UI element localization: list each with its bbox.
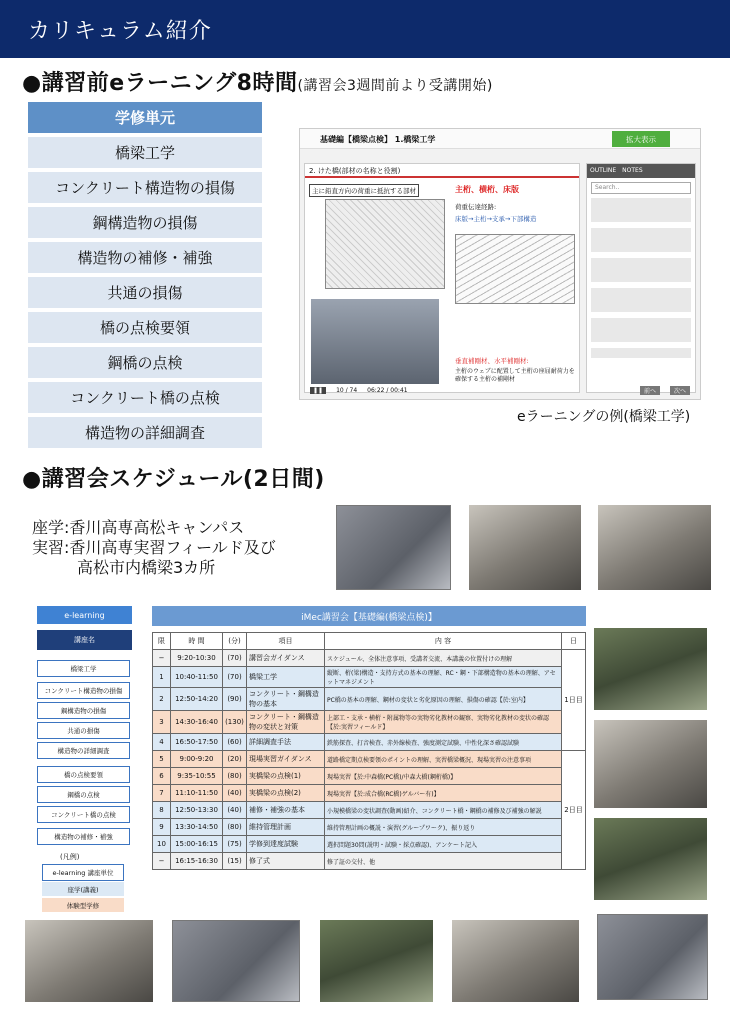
elearning-header: e-learning <box>37 606 132 624</box>
schedule-cell-item: 現場実習ガイダンス <box>247 751 325 768</box>
schedule-row <box>153 785 586 802</box>
ss-bridge-diagram <box>325 199 445 289</box>
ss-caption3: 荷重伝達経路: <box>455 203 497 211</box>
ss-outline-panel <box>586 163 696 393</box>
schedule-cell-content: スケジュール、全体注意事項、受講者交流、本講義の位置付けの理解 <box>325 650 562 667</box>
bottom-photo-3 <box>320 920 433 1002</box>
section1-heading <box>22 66 493 97</box>
lecture-photo-1 <box>336 505 451 590</box>
schedule-cell-min: (80) <box>223 768 247 785</box>
schedule-cell-content: 修了証の交付、他 <box>325 853 562 870</box>
elearning-item: 橋梁工学 <box>37 660 130 677</box>
ss-slide-title: 2. けた橋(部材の名称と役割) <box>305 164 579 178</box>
ss-expand-button[interactable]: 拡大表示 <box>612 131 670 147</box>
field-photo-3 <box>594 818 707 900</box>
schedule-title: iMec講習会【基礎編(橋梁点検)】 <box>152 606 586 626</box>
schedule-cell-item: 詳細調査手法 <box>247 734 325 751</box>
legend-title: (凡例) <box>60 853 80 861</box>
bottom-photo-5 <box>597 914 708 1000</box>
venue-line2: 実習:香川高専実習フィールド及び <box>32 538 276 557</box>
schedule-cell-min: (80) <box>223 819 247 836</box>
schedule-cell-no: 8 <box>153 802 171 819</box>
elearning-screenshot <box>299 128 701 400</box>
ss-slide <box>304 163 580 393</box>
schedule-cell-min: (40) <box>223 802 247 819</box>
ss-titlebar <box>300 129 700 149</box>
schedule-cell-min: (40) <box>223 785 247 802</box>
ss-player-bar <box>304 383 696 397</box>
schedule-cell-content: 縦断、桁(梁)構造・支持方式の基本の理解、RC・鋼・下部構造物の基本の理解、アセットマネジメント <box>325 667 562 688</box>
ss-title: 基礎編【橋梁点検】 1.橋梁工学 <box>320 135 436 144</box>
ss-prev-button[interactable]: 前へ <box>640 386 660 395</box>
section1-subtitle: (講習会3週間前より受講開始) <box>297 78 493 94</box>
schedule-cell-time: 9:00-9:20 <box>171 751 223 768</box>
schedule-cell-time: 11:10-11:50 <box>171 785 223 802</box>
schedule-cell-min: (130) <box>223 711 247 734</box>
schedule-cell-time: 9:20-10:30 <box>171 650 223 667</box>
ss-caption1: 主に鉛直方向の荷重に抵抗する部材 <box>309 184 419 197</box>
schedule-cell-content: 現場実習【於:成合橋(RC橋)ゲルバー有)】 <box>325 785 562 802</box>
ss-tab-outline[interactable]: OUTLINE <box>590 167 617 174</box>
elearning-item: 共通の損傷 <box>37 722 130 739</box>
field-photo-1 <box>594 628 707 710</box>
schedule-cell-no: 10 <box>153 836 171 853</box>
elearning-item: 構造物の補修・補強 <box>37 828 130 845</box>
schedule-cell-no: 3 <box>153 711 171 734</box>
schedule-cell-min: (90) <box>223 688 247 711</box>
schedule-cell-item: 講習会ガイダンス <box>247 650 325 667</box>
elearning-subheader: 講座名 <box>37 630 132 650</box>
schedule-cell-time: 16:15-16:30 <box>171 853 223 870</box>
schedule-header-cell: 項目 <box>247 633 325 650</box>
ss-next-button[interactable]: 次へ <box>670 386 690 395</box>
schedule-cell-item: コンクリート・鋼構造物の基本 <box>247 688 325 711</box>
unit-item: 構造物の詳細調査 <box>28 417 262 448</box>
schedule-cell-min: (70) <box>223 650 247 667</box>
field-photo-2 <box>594 720 707 808</box>
ss-caption4: 床版→主桁→支承→下部構造 <box>455 215 537 223</box>
schedule-row <box>153 650 586 667</box>
elearning-item: コンクリート橋の点検 <box>37 806 130 823</box>
schedule-cell-item: 維持管理計画 <box>247 819 325 836</box>
schedule-cell-time: 15:00-16:15 <box>171 836 223 853</box>
bottom-photo-2 <box>172 920 300 1002</box>
schedule-cell-min: (70) <box>223 667 247 688</box>
elearning-item: 橋の点検要領 <box>37 766 130 783</box>
schedule-cell-no: 4 <box>153 734 171 751</box>
schedule-row <box>153 853 586 870</box>
schedule-cell-min: (20) <box>223 751 247 768</box>
schedule-cell-item: 修了式 <box>247 853 325 870</box>
schedule-cell-content: PC橋の基本の理解、鋼材の変状と劣化原因の理解、損傷の確認【於:室内】 <box>325 688 562 711</box>
schedule-cell-item: 学修到達度試験 <box>247 836 325 853</box>
venue-line1: 座学:香川高専高松キャンパス <box>32 518 245 537</box>
unit-item: 橋梁工学 <box>28 137 262 168</box>
schedule-cell-content: 道路橋定期点検要領のポイントの理解、実習橋梁概況、現場実習の注意事項 <box>325 751 562 768</box>
schedule-cell-content: 上部工・支承・横桁・附属物等の実物劣化教材の観察、実物劣化教材の変状の確認【於:実習フィールド】 <box>325 711 562 734</box>
schedule-cell-time: 13:30-14:50 <box>171 819 223 836</box>
unit-item: 構造物の補修・補強 <box>28 242 262 273</box>
ss-load-diagram <box>455 234 575 304</box>
unit-item: 鋼橋の点検 <box>28 347 262 378</box>
schedule-cell-item: 橋梁工学 <box>247 667 325 688</box>
elearning-item: 鋼構造物の損傷 <box>37 702 130 719</box>
schedule-row <box>153 768 586 785</box>
ss-caption2: 主桁、横桁、床版 <box>455 185 519 194</box>
unit-item: コンクリート橋の点検 <box>28 382 262 413</box>
schedule-day-cell: 1日目 <box>562 650 586 751</box>
schedule-cell-content: 鉄筋探査、打音検査、赤外線検査、強度測定試験、中性化深さ確認試験 <box>325 734 562 751</box>
schedule-cell-no: − <box>153 853 171 870</box>
schedule-table <box>152 632 586 870</box>
schedule-row <box>153 734 586 751</box>
venue-text <box>32 518 276 578</box>
ss-caption6: 主桁のウェブに配置して主桁の座屈耐荷力を確保する主桁の補剛材 <box>455 368 575 383</box>
play-icon[interactable]: ❚❚ <box>310 387 326 394</box>
legend-practice: 体験型学修 <box>42 898 124 912</box>
schedule-row <box>153 819 586 836</box>
ss-slide-counter: 10 / 74 <box>336 386 358 394</box>
ss-caption: eラーニングの例(橋梁工学) <box>517 409 691 425</box>
schedule-cell-no: − <box>153 650 171 667</box>
schedule-row <box>153 802 586 819</box>
schedule-cell-no: 7 <box>153 785 171 802</box>
venue-line3: 高松市内橋梁3カ所 <box>77 558 216 577</box>
schedule-header-cell: (分) <box>223 633 247 650</box>
bottom-photo-1 <box>25 920 153 1002</box>
schedule-cell-time: 12:50-13:30 <box>171 802 223 819</box>
schedule-row <box>153 836 586 853</box>
schedule-cell-content: 現場実習【於:中森橋(PC橋)/中森大橋(鋼桁橋)】 <box>325 768 562 785</box>
elearning-item: 構造物の詳細調査 <box>37 742 130 759</box>
schedule-cell-item: 補修・補強の基本 <box>247 802 325 819</box>
schedule-cell-item: 実橋梁の点検(2) <box>247 785 325 802</box>
schedule-cell-time: 12:50-14:20 <box>171 688 223 711</box>
schedule-day-cell: 2日目 <box>562 751 586 870</box>
schedule-cell-time: 9:35-10:55 <box>171 768 223 785</box>
schedule-cell-no: 5 <box>153 751 171 768</box>
schedule-cell-content: 小規模橋梁の変状調査(動画)紹介、コンクリート橋・鋼橋の補修及び補強の解説 <box>325 802 562 819</box>
elearning-item: 鋼橋の点検 <box>37 786 130 803</box>
unit-item: 橋の点検要領 <box>28 312 262 343</box>
unit-item: 共通の損傷 <box>28 277 262 308</box>
schedule-cell-content: 選択問題30問(説明・試験・採点確認)、アンケート記入 <box>325 836 562 853</box>
schedule-header-cell: 限 <box>153 633 171 650</box>
schedule-cell-no: 9 <box>153 819 171 836</box>
schedule-cell-content: 維持管理計画の概説・演習(グループワーク)、振り返り <box>325 819 562 836</box>
schedule-cell-min: (75) <box>223 836 247 853</box>
units-header: 学修単元 <box>28 102 262 133</box>
page-header <box>0 0 730 58</box>
ss-search-input[interactable]: Search.. <box>591 182 691 194</box>
schedule-cell-item: コンクリート・鋼構造物の変状と対策 <box>247 711 325 734</box>
schedule-cell-min: (60) <box>223 734 247 751</box>
lecture-photo-2 <box>469 505 581 590</box>
unit-item: 鋼構造物の損傷 <box>28 207 262 238</box>
schedule-cell-time: 16:50-17:50 <box>171 734 223 751</box>
schedule-row <box>153 688 586 711</box>
schedule-cell-no: 1 <box>153 667 171 688</box>
bottom-photo-4 <box>452 920 579 1002</box>
schedule-header-cell: 日 <box>562 633 586 650</box>
section2-title: ●講習会スケジュール(2日間) <box>22 467 325 492</box>
legend-lecture: 座学(講義) <box>42 882 124 896</box>
ss-caption5: 垂直補剛材、水平補剛材: <box>455 357 529 365</box>
schedule-row <box>153 667 586 688</box>
schedule-cell-no: 2 <box>153 688 171 711</box>
ss-outline-list <box>591 198 691 358</box>
schedule-header-cell: 時 間 <box>171 633 223 650</box>
schedule-cell-time: 10:40-11:50 <box>171 667 223 688</box>
ss-timer: 06:22 / 00:41 <box>367 386 408 394</box>
schedule-cell-no: 6 <box>153 768 171 785</box>
schedule-cell-item: 実橋梁の点検(1) <box>247 768 325 785</box>
schedule-row <box>153 711 586 734</box>
ss-tab-notes[interactable]: NOTES <box>622 167 643 174</box>
ss-bridge-photo <box>311 299 439 384</box>
lecture-photo-3 <box>598 505 711 590</box>
elearning-item: コンクリート構造物の損傷 <box>37 682 130 699</box>
schedule-cell-time: 14:30-16:40 <box>171 711 223 734</box>
legend-elearning: e-learning 講座単位 <box>42 864 124 881</box>
schedule-header-cell: 内 容 <box>325 633 562 650</box>
schedule-cell-min: (15) <box>223 853 247 870</box>
section1-title: ●講習前eラーニング8時間 <box>22 71 298 96</box>
page-title: カリキュラム紹介 <box>28 19 212 44</box>
schedule-row <box>153 751 586 768</box>
unit-item: コンクリート構造物の損傷 <box>28 172 262 203</box>
